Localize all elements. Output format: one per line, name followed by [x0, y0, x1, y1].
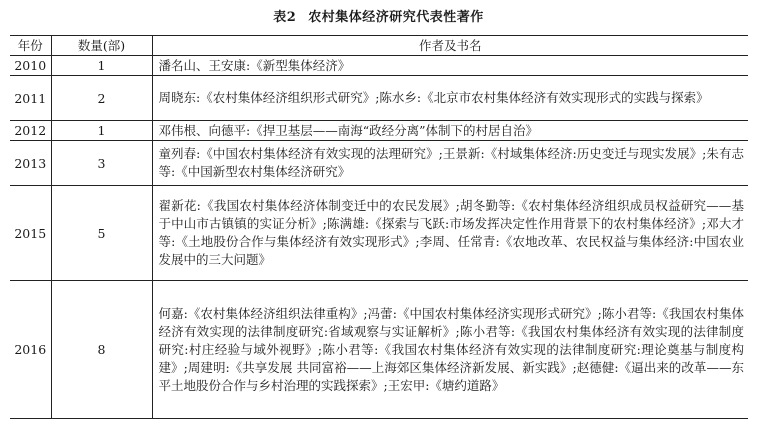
count-cell: 5 — [51, 186, 152, 281]
table-row — [10, 186, 748, 281]
year-cell: 2013 — [10, 141, 51, 186]
table-row — [10, 121, 748, 141]
year-cell: 2016 — [10, 281, 51, 419]
works-cell: 潘名山、王安康:《新型集体经济》 — [152, 56, 748, 76]
table-row — [10, 56, 748, 76]
header-count: 数量(部) — [51, 36, 152, 56]
count-cell: 1 — [51, 56, 152, 76]
table-body — [10, 56, 748, 419]
year-cell: 2011 — [10, 76, 51, 121]
table-row — [10, 141, 748, 186]
count-cell: 3 — [51, 141, 152, 186]
table-row — [10, 76, 748, 121]
header-row — [10, 36, 748, 56]
year-cell: 2010 — [10, 56, 51, 76]
count-cell: 1 — [51, 121, 152, 141]
year-cell: 2015 — [10, 186, 51, 281]
representative-works-table — [10, 35, 748, 419]
year-cell: 2012 — [10, 121, 51, 141]
works-cell: 何嘉:《农村集体经济组织法律重构》;冯蕾:《中国农村集体经济实现形式研究》;陈小君等:《我国农村集体经济有效实现的法律制度研究:省域观察与实证解析》;陈小君等:《我国农村集体经济有效实现的法律制度研究:村庄经验与域外视野》;陈小君等:《我国农村集体经济有效实现的法律制度研究:理论奠基与制度构建》;周建明:《共享发展 共同富裕——上海郊区集体经济新发展、新实践》;赵德健:《逼出来的改革——东平土地股份合作与乡村治理的实践探索》;王宏甲:《塘约道路》 — [152, 281, 748, 419]
works-cell: 周晓东:《农村集体经济组织形式研究》;陈水乡:《北京市农村集体经济有效实现形式的实践与探索》 — [152, 76, 748, 121]
count-cell: 8 — [51, 281, 152, 419]
works-cell: 翟新花:《我国农村集体经济体制变迁中的农民发展》;胡冬勤等:《农村集体经济组织成员权益研究——基于中山市古镇镇的实证分析》;陈满雄:《探索与飞跃:市场发挥决定性作用背景下的农村集体经济》;邓大才等:《土地股份合作与集体经济有效实现形式》;李周、任常青:《农地改革、农民权益与集体经济:中国农业发展中的三大问题》 — [152, 186, 748, 281]
table-caption-title: 农村集体经济研究代表性著作 — [308, 10, 484, 25]
table-caption-number: 表2 — [273, 10, 297, 25]
table-header — [10, 36, 748, 56]
table-caption — [0, 6, 757, 25]
count-cell: 2 — [51, 76, 152, 121]
header-works: 作者及书名 — [152, 36, 748, 56]
table-row — [10, 281, 748, 419]
works-cell: 童列春:《中国农村集体经济有效实现的法理研究》;王景新:《村域集体经济:历史变迁与现实发展》;朱有志等:《中国新型农村集体经济研究》 — [152, 141, 748, 186]
header-year: 年份 — [10, 36, 51, 56]
works-cell: 邓伟根、向德平:《捍卫基层——南海“政经分离”体制下的村居自治》 — [152, 121, 748, 141]
